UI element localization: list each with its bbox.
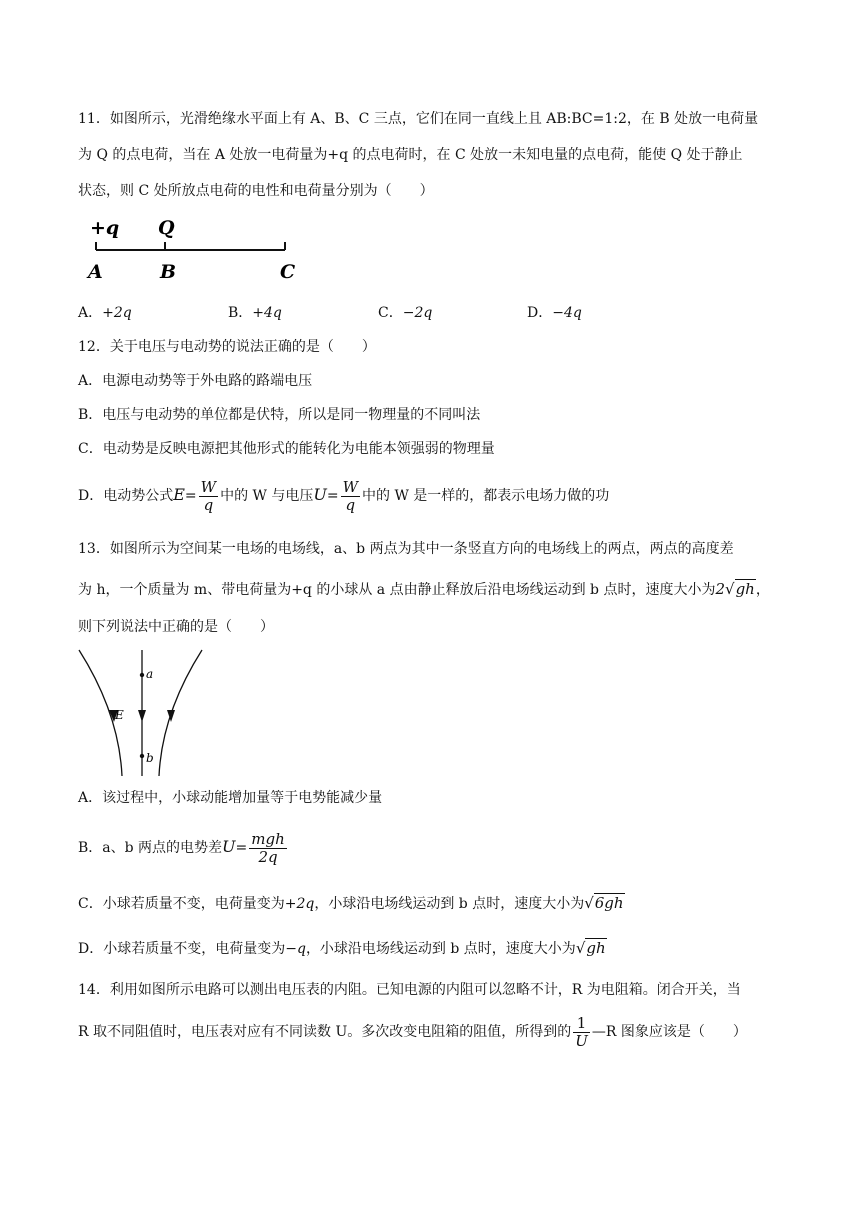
q13-label-b: b: [146, 751, 154, 765]
q13-field-figure: [74, 648, 214, 778]
q11-option-b-letter: B．: [228, 305, 253, 321]
q13-option-a[interactable]: A．该过程中，小球动能增加量等于电势能减少量: [78, 790, 383, 806]
q11-label-C: C: [280, 261, 296, 283]
q11-line-1: 11．如图所示，光滑绝缘水平面上有 A、B、C 三点，它们在同一直线上且 AB:BC=1:2，在 B 处放一电荷量: [78, 111, 759, 127]
q13-option-b-fraction: [249, 831, 287, 866]
q13-option-c-charge: +2q: [284, 896, 315, 912]
q12-option-d[interactable]: [78, 474, 609, 516]
q11-label-A: A: [88, 261, 103, 283]
q13-line-2: [78, 576, 770, 602]
q12-option-d-suffix: 中的 W 是一样的，都表示电场力做的功: [362, 488, 610, 504]
q13-line-1: 13．如图所示为空间某一电场的电场线，a、b 两点为其中一条竖直方向的电场线上的两点，两点的高度差: [78, 541, 734, 557]
q11-option-b-value: +4q: [252, 305, 282, 321]
q11-line-3: 状态，则 C 处所放点电荷的电性和电荷量分别为（ ）: [78, 183, 434, 199]
q13-option-c-sqrt: √6gh: [584, 894, 624, 912]
q11-line-2: 为 Q 的点电荷，当在 A 处放一电荷量为+q 的点电荷时，在 C 处放一未知电量的点电荷，能使 Q 处于静止: [78, 147, 743, 163]
q13-option-c-prefix: C．小球若质量不变，电荷量变为: [78, 896, 285, 912]
q13-option-c[interactable]: [78, 890, 625, 916]
q12-formula-fraction-1: [199, 479, 218, 514]
q14-fraction: [573, 1015, 590, 1050]
q11-option-d[interactable]: [527, 303, 582, 323]
q12-fraction-1-num: W: [200, 477, 217, 496]
q13-speed-coef: 2: [715, 580, 725, 598]
q12-stem: 12．关于电压与电动势的说法正确的是（ ）: [78, 339, 376, 355]
q11-option-a-value: +2q: [102, 305, 132, 321]
q12-option-c[interactable]: C．电动势是反映电源把其他形式的能转化为电能本领强弱的物理量: [78, 441, 495, 457]
q12-fraction-1-den: q: [203, 495, 214, 514]
q13-option-d-sqrt: √gh: [575, 939, 606, 957]
q13-speed-formula: 2√gh: [715, 580, 755, 598]
q13-label-E: E: [115, 708, 124, 722]
q13-line-2-text: 为 h，一个质量为 m、带电荷量为+q 的小球从 a 点由静止释放后沿电场线运动到 b 点时，速度大小为: [78, 582, 716, 598]
q12-fraction-2-den: q: [345, 495, 356, 514]
q13-option-b-num: mgh: [251, 829, 285, 848]
q11-option-d-letter: D．: [527, 305, 553, 321]
q14-line-2-prefix: R 取不同阻值时，电压表对应有不同读数 U。多次改变电阻箱的阻值，所得到的: [78, 1024, 572, 1040]
q13-option-d-charge: −q: [285, 941, 306, 957]
q14-line-1: 14．利用如图所示电路可以测出电压表的内阻。已知电源的内阻可以忽略不计，R 为电阻箱。闭合开关，当: [78, 982, 741, 998]
q11-option-a[interactable]: [78, 303, 132, 323]
q11-option-c-letter: C．: [378, 305, 403, 321]
q13-option-b-U: U: [222, 837, 236, 856]
q14-fraction-num: 1: [573, 1015, 590, 1033]
q11-option-a-letter: A．: [78, 305, 103, 321]
q13-label-a: a: [146, 667, 154, 681]
q14-line-2-suffix: —R 图象应该是（ ）: [591, 1024, 747, 1040]
q12-option-a[interactable]: A．电源电动势等于外电路的路端电压: [78, 373, 313, 389]
q11-option-d-value: −4q: [552, 305, 582, 321]
q12-formula-E: E: [173, 485, 185, 504]
q13-option-d-radicand: gh: [586, 939, 606, 957]
q12-formula-fraction-2: [341, 479, 360, 514]
q13-option-b-eq: =: [235, 840, 248, 856]
q11-option-b[interactable]: [228, 303, 282, 323]
q13-option-c-radicand: 6gh: [594, 894, 624, 912]
q12-formula-eq-1: =: [184, 488, 197, 504]
q13-option-d-prefix: D．小球若质量不变，电荷量变为: [78, 941, 286, 957]
q13-option-b-prefix: B．a、b 两点的电势差: [78, 840, 223, 856]
q11-option-c[interactable]: [378, 303, 432, 323]
q11-label-plus-q: +q: [90, 217, 120, 239]
q13-speed-radicand: gh: [735, 580, 755, 598]
q12-fraction-2-num: W: [342, 477, 359, 496]
q14-line-2: [78, 1010, 747, 1054]
q12-option-b[interactable]: B．电压与电动势的单位都是伏特，所以是同一物理量的不同叫法: [78, 407, 481, 423]
q13-line-3: 则下列说法中正确的是（ ）: [78, 619, 274, 635]
q11-label-B: B: [160, 261, 177, 283]
q11-label-Q: Q: [158, 217, 175, 239]
q13-option-c-middle: ，小球沿电场线运动到 b 点时，速度大小为: [314, 896, 585, 912]
q12-formula-eq-2: =: [326, 488, 339, 504]
q13-option-d[interactable]: [78, 935, 607, 961]
q12-option-d-middle: 中的 W 与电压: [220, 488, 314, 504]
q13-line-2-tail: ，: [755, 582, 770, 598]
q12-formula-U: U: [313, 485, 327, 504]
q14-fraction-den: U: [575, 1031, 588, 1050]
q12-option-d-prefix: D．电动势公式: [78, 488, 174, 504]
q11-option-c-value: −2q: [402, 305, 433, 321]
q11-figure: [80, 212, 310, 284]
q13-option-b[interactable]: [78, 824, 289, 870]
q13-option-b-den: 2q: [258, 847, 278, 866]
q13-option-d-middle: ，小球沿电场线运动到 b 点时，速度大小为: [305, 941, 576, 957]
